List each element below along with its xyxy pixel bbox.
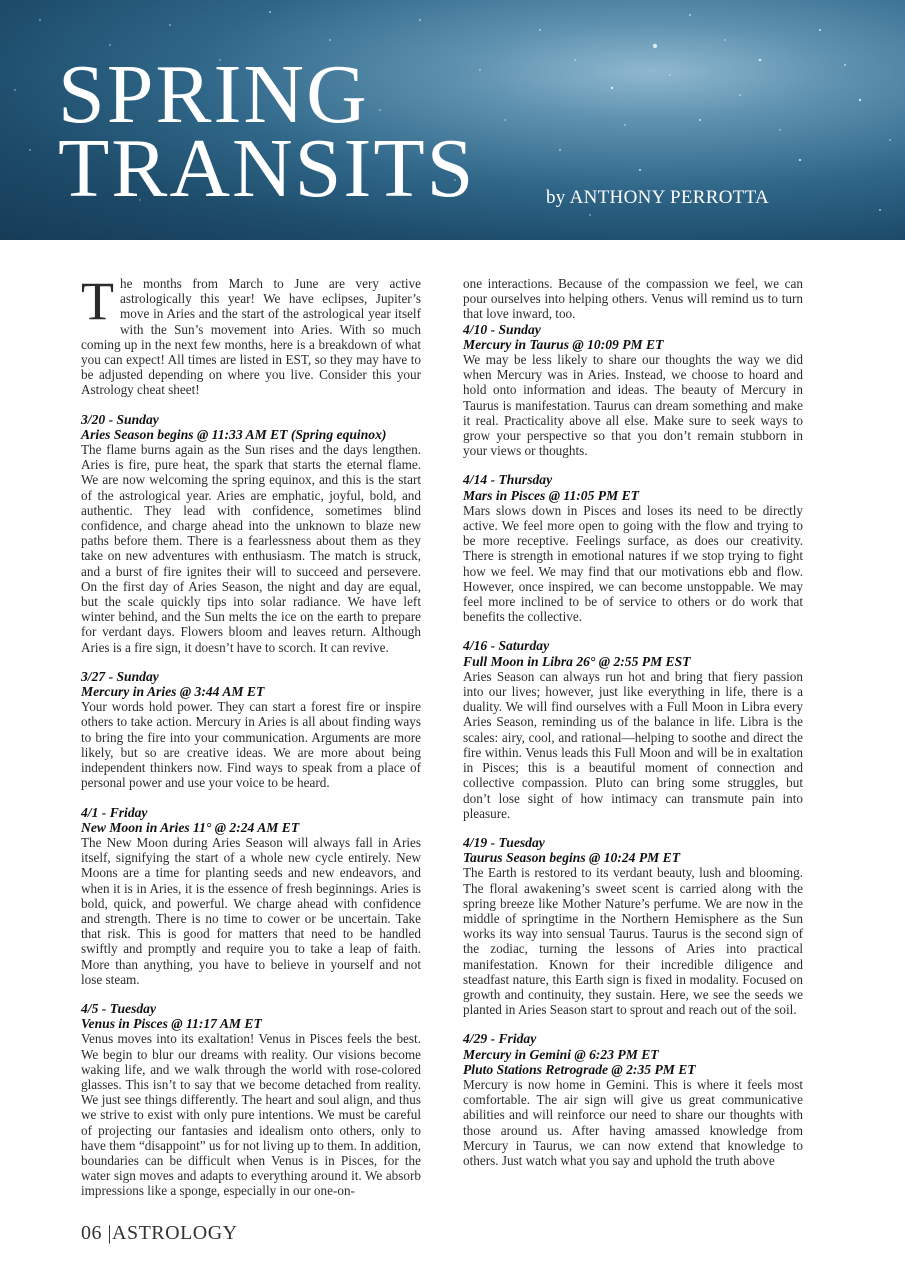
transit-section — [81, 1001, 421, 1199]
right-column — [463, 276, 803, 1182]
transit-section — [81, 805, 421, 987]
transit-date: 4/10 - Sunday — [463, 321, 541, 337]
transit-event: Aries Season begins @ 11:33 AM ET (Spring equinox) — [81, 426, 387, 442]
transit-section — [463, 472, 803, 624]
transit-event: Pluto Stations Retrograde @ 2:35 PM ET — [463, 1061, 696, 1077]
transit-date: 4/14 - Thursday — [463, 472, 553, 488]
transit-body: Aries Season can always run hot and bring that fiery passion into our lives; however, just like everything in life, there is a duality. We will find ourselves with a Full Moon in Libra every Aries Season, reminding us of the balance in life. Libra is the scales: airy, cool, and rational—helping to soothe and direct the fire within. Venus leads this Full Moon and will be in exaltation in Pisces; this is a beautiful moment of connection and collective compassion. Pluto can bring some struggles, but don’t lose sight of how intimacy can transmute pain into pleasure. — [463, 668, 803, 821]
transit-event: Full Moon in Libra 26° @ 2:55 PM EST — [463, 653, 691, 669]
transit-body: The Earth is restored to its verdant beauty, lush and blooming. The floral awakening’s sweet scent is carried along with the spring breeze like Mother Nature’s perfume. We are now in the middle of springtime in the Northern Hemisphere as the Sun works its way into sensual Taurus. Taurus is the second sign of the zodiac, turning the lessons of Aries into practical manifestation. Known for their incredible diligence and steadfast nature, this Earth sign is fixed in modality. Focused on growth and continuity, they sustain. Here, we see the seeds we planted in Aries Season start to sprout and reach out of the soil. — [463, 865, 803, 1018]
transit-body: Venus moves into its exaltation! Venus in Pisces feels the best. We begin to blur our dreams with reality. Our visions become waking life, and we walk through the world with rose-colored glasses. This isn’t to say that we become detached from reality. We just see things differently. The heart and soul align, and thus we strive to exist with only pure intentions. We must be careful of projecting our fantasies and idealism onto others, only to have them “disappoint” us for not living up to them. In addition, boundaries can be difficult when Venus is in Pisces, for the water sign moves and adapts to everything around it. We absorb impressions like a sponge, especially in our one-on- — [81, 1031, 421, 1199]
transit-section — [463, 322, 803, 459]
transit-body: Mars slows down in Pisces and loses its need to be directly active. We feel more open to going with the flow and trying to be more receptive. Feelings surface, as does our creativity. There is strength in emotional natures if we stop trying to fight how we feel. We may find that our motivations ebb and flow. However, once inspired, we can become unstoppable. We may feel more inclined to be of service to others or do work that benefits the collective. — [463, 502, 803, 625]
intro-paragraph — [81, 271, 421, 398]
transit-date: 4/19 - Tuesday — [463, 834, 545, 850]
continued-paragraph: one interactions. Because of the compassion we feel, we can pour ourselves into helping others. Venus will remind us to turn that love inward, too. — [463, 276, 803, 322]
transit-event: Taurus Season begins @ 10:24 PM ET — [463, 850, 681, 866]
transit-body: Your words hold power. They can start a forest fire or inspire others to take action. Mercury in Aries is all about finding ways to bring the fire into your communication. Arguments are more likely, but so are creative ideas. We are more about being independent thinkers now. Find ways to speak from a place of personal power and use your voice to be heard. — [81, 699, 421, 791]
title-line-1: SPRING — [58, 48, 369, 141]
transit-event: Mercury in Gemini @ 6:23 PM ET — [463, 1046, 659, 1062]
transit-date: 4/1 - Friday — [81, 804, 148, 820]
transit-body: The flame burns again as the Sun rises and the days lengthen. Aries is fire, pure heat, the spark that starts the eternal flame. We are now welcoming the spring equinox, and this is the start of the astrological year. Aries are emphatic, joyful, bold, and authentic. They lead with confidence, sometimes blind confidence, and charge ahead into the unknown to blaze new paths before them. There is a fearlessness about them as they take on new adventures with enthusiasm. The match is struck, and a burst of fire ignites their will to succeed and persevere. On the first day of Aries Season, the night and day are equal, but the scale quickly tips into solar radiance. We have left winter behind, and the Sun melts the ice on the earth to prepare for verdant days. Flowers bloom and leaves return. Although Aries is a fire sign, it doesn’t have to scorch. It can revive. — [81, 442, 421, 655]
transit-body: The New Moon during Aries Season will always fall in Aries itself, signifying the start of a whole new cycle entirely. New Moons are a time for planting seeds and new endeavors, and when it is in Aries, it is the essence of fresh beginnings. Aries is bold, quick, and powerful. We charge ahead with confidence and strength. There is no time to cower or be uncertain. Take that risk. This is good for matters that need to be handled swiftly and promptly and require you to take a leap of faith. More than anything, you have to believe in yourself and not lose steam. — [81, 834, 421, 987]
transit-date: 3/20 - Sunday — [81, 411, 159, 427]
transit-date: 3/27 - Sunday — [81, 668, 159, 684]
drop-cap: T — [81, 271, 114, 331]
transit-section — [463, 835, 803, 1017]
header-banner — [0, 0, 905, 240]
transit-section — [81, 669, 421, 791]
transit-date: 4/5 - Tuesday — [81, 1000, 157, 1016]
transit-date: 4/16 - Saturday — [463, 638, 550, 654]
transit-body: We may be less likely to share our thoughts the way we did when Mercury was in Aries. Instead, we choose to hoard and hold onto information and ideas. The beauty of Mercury in Taurus is manifestation. Taurus can dream something and make it real. Practicality above all else. Make sure to seek ways to grow your perspective so that you don’t remain stubborn in your views or thoughts. — [463, 352, 803, 459]
left-column — [81, 271, 421, 1213]
title-line-2: TRANSITS — [58, 122, 476, 215]
transit-section — [463, 1031, 803, 1168]
transit-section — [463, 638, 803, 820]
page-number: 06 — [81, 1222, 102, 1244]
footer-separator: | — [107, 1222, 113, 1244]
transit-event: Mars in Pisces @ 11:05 PM ET — [463, 487, 639, 503]
transit-event: Mercury in Taurus @ 10:09 PM ET — [463, 336, 664, 352]
page-footer — [81, 1222, 238, 1245]
transit-date: 4/29 - Friday — [463, 1031, 537, 1047]
transit-body: Mercury is now home in Gemini. This is where it feels most comfortable. The air sign will give us great communicative abilities and will reinforce our need to share our thoughts with those around us. After having amassed knowledge from Mercury in Taurus, we can now extend that knowledge to others. Just watch what you say and uphold the truth above — [463, 1076, 803, 1168]
section-name: ASTROLOGY — [112, 1222, 238, 1244]
transit-event: New Moon in Aries 11° @ 2:24 AM ET — [81, 819, 300, 835]
article-title — [58, 48, 476, 215]
transit-event: Mercury in Aries @ 3:44 AM ET — [81, 684, 265, 700]
transit-event: Venus in Pisces @ 11:17 AM ET — [81, 1016, 262, 1032]
author-byline: by ANTHONY PERROTTA — [546, 187, 770, 208]
transit-section — [81, 412, 421, 655]
intro-text: he months from March to June are very active astrologically this year! We have eclipses, Jupiter’s move in Aries and the start of the astrological year itself with the Sun’s movement into Aries. With so much coming up in the next few months, here is a breakdown of what you can expect! All times are listed in EST, so they may have to be adjusted depending on where you live. Consider this your Astrology cheat sheet! — [81, 276, 421, 398]
